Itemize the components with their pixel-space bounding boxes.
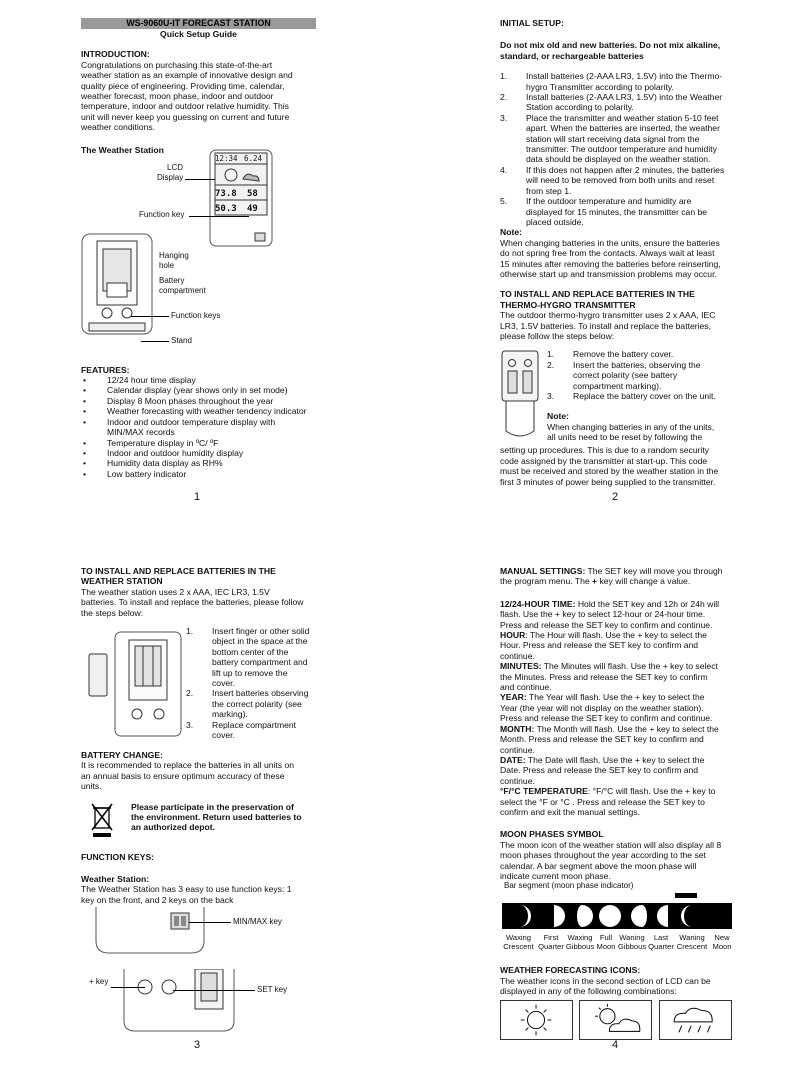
label-battery: Battery xyxy=(159,275,185,285)
text-line: key will change a value. xyxy=(597,576,691,587)
text-line: Crescent xyxy=(503,942,534,952)
text-line: Hold the SET key and 12h or 24h will xyxy=(575,598,720,609)
figure-heading: The Weather Station xyxy=(81,144,164,155)
text-line: Gibbous xyxy=(565,942,595,952)
text-line: setting up procedures. This is due to a random security xyxy=(500,445,710,456)
moon-phases-strip xyxy=(502,903,732,929)
text-line: continue. xyxy=(500,650,535,661)
text-line: Moon xyxy=(596,942,616,952)
step-text xyxy=(526,71,722,92)
forecast-icons-text xyxy=(500,976,735,997)
text-line: correct polarity (see battery xyxy=(573,370,678,381)
moon-label xyxy=(565,933,595,951)
leader-line xyxy=(141,341,169,342)
list-item xyxy=(186,626,316,688)
text-line: Insert the batteries, observing the xyxy=(573,359,701,370)
lcd-indoor-humidity: 58 xyxy=(247,188,258,199)
setting-head: DATE: xyxy=(500,754,526,765)
moon-label xyxy=(647,933,675,951)
crossed-bin-icon xyxy=(91,802,113,838)
text-line: will need to be removed from both units and reset xyxy=(526,175,715,186)
list-item xyxy=(500,92,735,113)
list-item: • Temperature display in ºC/ ºF xyxy=(81,438,316,448)
text-line: displayed for 15 minutes, the transmitter can be xyxy=(526,206,708,217)
step-text xyxy=(212,688,309,719)
text-line: Install batteries (2-AAA LR3, 1.5V) into the Thermo- xyxy=(526,71,723,82)
list-item: • Weather forecasting with weather tendency indicator xyxy=(81,406,316,416)
features-heading: FEATURES: xyxy=(81,364,130,375)
step-number: 5. xyxy=(500,196,508,207)
text-line: marking). xyxy=(212,709,248,720)
text-line: When changing batteries in any of the units, xyxy=(547,422,715,433)
setting-head: 12/24-HOUR TIME: xyxy=(500,598,576,609)
transmitter-steps xyxy=(547,349,735,401)
text-line: the program menu. The xyxy=(500,576,593,587)
text-line: apart. When the batteries are inserted, the weather xyxy=(526,123,720,134)
text-line: When changing batteries in the units, ensure the batteries xyxy=(500,237,720,248)
text-line: MIN/MAX records xyxy=(107,427,175,438)
text-line: Date. Press and release the SET key to confirm and xyxy=(500,765,699,776)
minmax-key-label: MIN/MAX key xyxy=(233,917,282,927)
forecast-icons-heading: WEATHER FORECASTING ICONS: xyxy=(500,965,641,976)
text-line: hygro Transmitter according to polarity. xyxy=(526,81,674,92)
note-text xyxy=(500,238,735,280)
list-item xyxy=(500,196,735,227)
setting-block xyxy=(500,786,735,817)
setting-block xyxy=(500,692,735,723)
page-2 xyxy=(500,18,735,487)
list-item xyxy=(547,391,735,401)
page-number: 1 xyxy=(194,491,201,503)
text-line: WEATHER STATION xyxy=(81,576,163,587)
label-display: Display xyxy=(157,172,184,182)
text-line: LR3, 1.5V batteries. To install and replace the batteries, xyxy=(500,320,711,331)
text-line: It is recommended to replace the batteries in all units on xyxy=(81,760,295,771)
text-line: placed outside. xyxy=(526,216,584,227)
text-line: Year (the year will not display on the weather station). xyxy=(500,702,704,713)
text-line: from step 1. xyxy=(526,185,572,196)
lcd-outdoor-humidity: 49 xyxy=(247,203,258,214)
step-number: 3. xyxy=(500,112,508,123)
setting-head: MINUTES: xyxy=(500,661,542,672)
forecast-icons-row xyxy=(500,1000,735,1042)
leader-line xyxy=(173,990,255,991)
text-line: code assigned by the transmitter at start-up. This code xyxy=(500,455,708,466)
ws-battery-illustration xyxy=(85,630,183,740)
list-item: • Humidity data display as RH% xyxy=(81,458,316,468)
set-key-label: SET key xyxy=(257,985,288,995)
text-line: moon phases throughout the year according to the set xyxy=(500,850,706,861)
text-line: flash. Use the + key to select 12-hour or 24-hour time. xyxy=(500,609,706,620)
text-line: weather conditions. xyxy=(81,122,156,133)
recycle-notice xyxy=(81,802,316,846)
list-item: • Calendar display (year shows only in set mode) xyxy=(81,385,316,395)
text-line: object in the space at the xyxy=(212,636,308,647)
text-line: quality piece of engineering. Providing time, calendar, xyxy=(81,80,285,91)
transmitter-heading xyxy=(500,289,735,310)
text-line: Crescent xyxy=(676,942,708,952)
text-line: all units need to be reset by following the xyxy=(547,432,703,443)
moon-label xyxy=(617,933,647,951)
text-line: The weather station uses 2 x AAA, IEC LR3, 1.5V xyxy=(81,586,270,597)
label-hanging: Hanging xyxy=(159,250,189,260)
text-line: Station according to polarity. xyxy=(526,102,634,113)
text-line: Install batteries (2-AAA LR3, 1.5V) into the Weather xyxy=(526,92,723,103)
text-line: Gibbous xyxy=(617,942,647,952)
list-item-continuation xyxy=(81,427,316,437)
step-number: 1. xyxy=(500,71,508,82)
lcd-date: 6.24 xyxy=(244,153,263,163)
page-number: 4 xyxy=(612,1039,619,1051)
text-line: weather station as an example of innovative design and xyxy=(81,70,293,81)
text-line: The Date will flash. Use the + key to select the xyxy=(525,754,705,765)
lcd-time: 12:34 xyxy=(215,153,238,163)
text-line: battery compartment and xyxy=(212,657,308,668)
text-line: Press and release the SET key to confirm and continue. xyxy=(500,619,713,630)
setup-steps xyxy=(500,71,735,227)
intro-heading: INTRODUCTION: xyxy=(81,49,150,60)
step-text xyxy=(526,92,722,113)
list-item xyxy=(186,688,316,719)
moon-label xyxy=(537,933,565,951)
text-line: Waning xyxy=(679,933,705,943)
text-line: continue. xyxy=(500,775,535,786)
text-line: continue. xyxy=(500,744,535,755)
step-text xyxy=(212,626,309,688)
text-line: the correct polarity (see xyxy=(212,698,302,709)
ws-subheading: Weather Station: xyxy=(81,874,150,885)
doc-title: WS-9060U-IT FORECAST STATION xyxy=(81,18,316,29)
step-text xyxy=(526,165,724,196)
text-line: Press and release the SET key to confirm and continue. xyxy=(500,713,713,724)
station-front-keys-illustration xyxy=(95,907,205,955)
plus-symbol: + xyxy=(592,576,598,587)
text-line: data should be displayed on the weather station. xyxy=(526,154,711,165)
lcd-indoor-temp: 73.8 xyxy=(215,188,237,199)
page-3 xyxy=(81,566,316,1037)
setting-block xyxy=(500,755,735,786)
text-line: the environment. Return used batteries to xyxy=(131,812,302,823)
text-line: lift up to remove the xyxy=(212,667,288,678)
moon-label xyxy=(675,933,709,951)
battery-change-text xyxy=(81,760,316,791)
text-line: Last xyxy=(653,933,669,943)
text-line: batteries. To install and replace the batteries, please follow xyxy=(81,597,304,608)
text-line: TO INSTALL AND REPLACE BATTERIES IN THE xyxy=(81,566,276,576)
transmitter-intro xyxy=(500,310,735,341)
text-line: 15 minutes after removing the batteries before reinserting, xyxy=(500,258,721,269)
text-line: : °F/°C will flash. Use the + key to xyxy=(587,786,716,797)
text-line: key on the front, and 2 keys on the back xyxy=(81,894,234,905)
list-item xyxy=(500,113,735,165)
ws-battery-heading xyxy=(81,566,316,587)
text-line: station will start receiving data signal from the xyxy=(526,133,700,144)
setting-head: °F/°C TEMPERATURE xyxy=(500,786,588,797)
manual-settings-heading: MANUAL SETTINGS: xyxy=(500,566,586,576)
step-number: 1. xyxy=(186,626,194,637)
transmitter-figure xyxy=(500,347,735,445)
text-line: do not spring free from the contacts. Always wait at least xyxy=(500,248,715,259)
text-line: bottom center of the xyxy=(212,646,289,657)
features-list xyxy=(81,375,316,479)
text-line: The moon icon of the weather station will also display all 8 xyxy=(500,839,722,850)
step-number: 2. xyxy=(547,359,555,370)
text-line: an authorized depot. xyxy=(131,822,216,833)
function-keys-figure xyxy=(81,907,316,1037)
list-item xyxy=(186,720,316,741)
text-line: Hour. Press and release the SET key to confirm and xyxy=(500,640,699,651)
moon-phase-figure xyxy=(500,881,735,953)
moon-label xyxy=(595,933,617,951)
text-line: first 3 minutes of power being supplied to the transmitter. xyxy=(500,476,716,487)
text-line: If this does not happen after 2 minutes, the batteries xyxy=(526,164,725,175)
text-line: Waxing xyxy=(505,933,532,943)
text-line: cover. xyxy=(212,678,235,689)
page-1 xyxy=(81,18,316,479)
intro-text xyxy=(81,60,316,133)
text-line: Quarter xyxy=(538,942,564,952)
text-line: displayed in any of the following combinations: xyxy=(500,986,677,997)
list-item xyxy=(547,360,735,391)
list-item xyxy=(500,71,735,92)
text-line: The Month will flash. Use the + key to select the xyxy=(534,723,719,734)
sunny-icon xyxy=(500,1000,573,1040)
text-line: The Year will flash. Use the + key to select the xyxy=(526,692,705,703)
leader-line xyxy=(185,179,215,180)
step-number: 1. xyxy=(547,349,555,360)
text-line: temperature, indoor and outdoor relative humidity. This xyxy=(81,101,289,112)
note-heading: Note: xyxy=(500,227,522,238)
setting-head: HOUR xyxy=(500,630,526,641)
label-compartment: compartment xyxy=(159,285,206,295)
text-line: must be received and stored by the weather station in the xyxy=(500,466,719,477)
text-line: The Minutes will flash. Use the + key to select xyxy=(541,661,718,672)
partly-cloudy-icon xyxy=(579,1000,652,1040)
function-keys-heading: FUNCTION KEYS: xyxy=(81,851,155,862)
text-line: Do not mix old and new batteries. Do not mix alkaline, xyxy=(500,40,721,51)
setting-block xyxy=(500,630,735,661)
text-line: the steps below: xyxy=(81,607,144,618)
text-line: First xyxy=(543,933,559,943)
moon-bar-segment xyxy=(675,893,697,898)
list-item: • Indoor and outdoor temperature display with xyxy=(81,417,316,427)
tx-note-text xyxy=(500,445,735,487)
text-line: Replace the battery cover on the unit. xyxy=(573,391,716,401)
recycle-text xyxy=(131,802,301,833)
ws-battery-intro xyxy=(81,587,316,618)
bar-segment-label: Bar segment (moon phase indicator) xyxy=(504,881,634,891)
label-stand: Stand xyxy=(171,335,192,345)
setting-head: YEAR: xyxy=(500,692,527,703)
text-line: the Minutes. Press and release the SET key to confirm xyxy=(500,671,708,682)
rainy-icon xyxy=(659,1000,732,1040)
leader-line xyxy=(189,922,231,923)
page-number: 3 xyxy=(194,1039,201,1051)
ws-battery-figure xyxy=(81,626,316,744)
step-number: 3. xyxy=(547,391,555,401)
transmitter-illustration xyxy=(500,349,540,441)
text-line: Insert finger or other solid xyxy=(212,626,310,637)
list-item xyxy=(547,349,735,359)
setting-block xyxy=(500,661,735,692)
weather-station-back-illustration xyxy=(81,233,153,335)
text-line: indicate current moon phase. xyxy=(500,870,611,881)
doc-subtitle: Quick Setup Guide xyxy=(160,29,237,39)
text-line: Place the transmitter and weather station 5-10 feet xyxy=(526,112,719,123)
ws-battery-steps xyxy=(186,626,316,740)
label-function-keys: Function keys xyxy=(171,310,221,320)
text-line: weather forecast, moon phase, indoor and outdoor xyxy=(81,91,274,102)
battery-warning xyxy=(500,40,735,61)
text-line: please follow the steps below: xyxy=(500,330,615,341)
battery-change-heading: BATTERY CHANGE: xyxy=(81,750,163,761)
step-number: 4. xyxy=(500,164,508,175)
moon-phases-heading: MOON PHASES SYMBOL xyxy=(500,829,604,840)
step-text xyxy=(573,360,701,391)
text-line: Insert batteries observing xyxy=(212,688,309,699)
ws-keys-text xyxy=(81,884,316,905)
label-function-key: Function key xyxy=(139,209,185,219)
leader-line xyxy=(131,316,169,317)
setting-head: MONTH: xyxy=(500,723,535,734)
initial-setup-heading: INITIAL SETUP: xyxy=(500,18,564,28)
text-line: If the outdoor temperature and humidity are xyxy=(526,196,692,207)
text-line: standard, or rechargeable batteries xyxy=(500,50,644,61)
text-line: Replace compartment xyxy=(212,719,297,730)
text-line: Quarter xyxy=(648,942,674,952)
manual-settings-intro xyxy=(500,566,735,587)
tx-note-heading: Note: xyxy=(547,411,569,422)
text-line: The Weather Station has 3 easy to use function keys: 1 xyxy=(81,884,292,895)
text-line: units. xyxy=(81,781,102,792)
text-line: Waning xyxy=(619,933,645,943)
text-line: THERMO-HYGRO TRANSMITTER xyxy=(500,299,636,310)
text-line: an annual basis to ensure optimum accuracy of these xyxy=(81,770,285,781)
text-line: unit will never keep you guessing on current and future xyxy=(81,111,290,122)
step-number: 2. xyxy=(186,688,194,699)
lcd-outdoor-temp: 50.3 xyxy=(215,203,237,214)
step-text xyxy=(526,196,707,227)
text-line: Please participate in the preservation of xyxy=(131,801,294,812)
page-number: 2 xyxy=(612,491,619,503)
step-text xyxy=(212,720,296,741)
step-text xyxy=(526,113,720,165)
list-item: • Indoor and outdoor humidity display xyxy=(81,448,316,458)
setting-block xyxy=(500,724,735,755)
moon-label xyxy=(500,933,537,951)
moon-labels-row xyxy=(500,933,735,951)
text-line: select the °F or °C . Press and release the SET key to xyxy=(500,796,705,807)
text-line: The weather icons in the second section of LCD can be xyxy=(500,975,711,986)
label-lcd: LCD xyxy=(167,162,184,172)
plus-key-label: + key xyxy=(89,977,109,987)
text-line: Congratulations on purchasing this state-of-the-art xyxy=(81,59,273,70)
list-item: • Display 8 Moon phases throughout the year xyxy=(81,396,316,406)
weather-station-figure xyxy=(81,143,316,353)
moon-label xyxy=(709,933,735,951)
text-line: transmitter. The outdoor temperature and humidity xyxy=(526,144,717,155)
text-line: Moon xyxy=(712,942,732,952)
setting-block xyxy=(500,599,735,630)
list-item: • 12/24 hour time display xyxy=(81,375,316,385)
text-line: Month. Press and release the SET key to confirm and xyxy=(500,734,704,745)
text-line: : The Hour will flash. Use the + key to select the xyxy=(525,630,707,641)
text-line: TO INSTALL AND REPLACE BATTERIES IN THE xyxy=(500,289,695,300)
leader-line xyxy=(189,216,249,217)
text-line: Full xyxy=(599,933,613,943)
step-number: 2. xyxy=(500,92,508,103)
text-line: calendar. A bar segment above the moon phase will xyxy=(500,860,697,871)
text-line: Remove the battery cover. xyxy=(573,349,674,360)
leader-line xyxy=(111,987,145,988)
step-number: 3. xyxy=(186,719,194,730)
station-back-keys-illustration xyxy=(123,969,235,1033)
list-item xyxy=(500,165,735,196)
text-line: The outdoor thermo-hygro transmitter uses 2 x AAA, IEC xyxy=(500,310,716,321)
text-line: compartment marking). xyxy=(573,380,662,391)
moon-phases-text xyxy=(500,840,735,882)
text-line: Waxing xyxy=(567,933,593,943)
label-hole: hole xyxy=(159,260,175,270)
text-line: confirm and exit the manual settings. xyxy=(500,806,640,817)
text-line: and continue. xyxy=(500,682,552,693)
text-line: The SET key will move you through xyxy=(585,566,723,576)
text-line: New xyxy=(714,933,730,943)
page-4 xyxy=(500,566,735,1042)
text-line: cover. xyxy=(212,730,235,741)
text-line: otherwise start up and transmission problems may occur. xyxy=(500,268,717,279)
list-item: • Low battery indicator xyxy=(81,469,316,479)
